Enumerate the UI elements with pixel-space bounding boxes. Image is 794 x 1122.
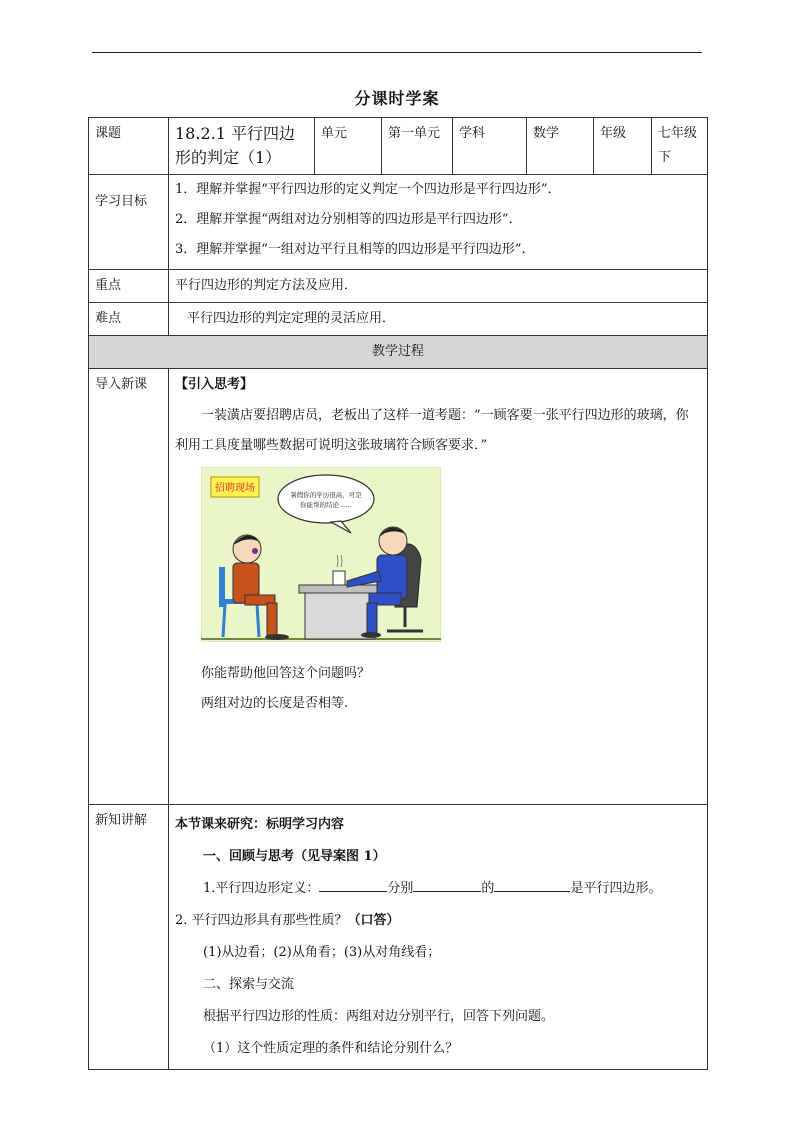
section-explore-title: 二、探索与交流 <box>203 977 295 992</box>
key-point-label: 重点 <box>89 270 169 303</box>
new-knowledge-row <box>89 805 708 1070</box>
key-point-row <box>89 270 708 303</box>
goals-content <box>169 175 708 270</box>
new-knowledge-label: 新知讲解 <box>89 805 169 1070</box>
goal-item: 1．理解并掌握“平行四边形的定义判定一个四边形是平行四边形”． <box>175 182 561 197</box>
answer-blank[interactable] <box>413 877 481 892</box>
intro-heading: 【引入思考】 <box>175 377 254 392</box>
grade-value: 七年级下 <box>652 118 708 175</box>
new-heading: 本节课来研究：标明学习内容 <box>175 817 345 832</box>
interview-illustration <box>201 467 441 642</box>
process-header-row <box>89 336 708 369</box>
intro-label: 导入新课 <box>89 369 169 805</box>
unit-label: 单元 <box>315 118 382 175</box>
subject-value: 数学 <box>527 118 594 175</box>
explore-text: 根据平行四边形的性质：两组对边分别平行，回答下列问题。 <box>203 1009 555 1024</box>
desk <box>299 585 381 593</box>
topic-label: 课题 <box>89 118 169 175</box>
topic-value: 18.2.1 平行四边形的判定（1） <box>169 118 315 175</box>
difficulty-text: 平行四边形的判定定理的灵活应用． <box>169 303 708 336</box>
header-row <box>89 118 708 175</box>
definition-question: 1.平行四边形定义： 分别 的 是平行四边形。 <box>175 873 701 905</box>
lesson-plan-table <box>88 117 708 1070</box>
document-title: 分课时学案 <box>354 89 440 108</box>
process-title: 教学过程 <box>89 336 708 369</box>
new-knowledge-content <box>169 805 708 1070</box>
sign-text: 招聘现场 <box>215 483 255 494</box>
difficulty-row <box>89 303 708 336</box>
goal-item: 2．理解并掌握“两组对边分别相等的四边形是平行四边形”． <box>175 212 522 227</box>
intro-story: 一装潢店要招聘店员，老板出了这样一道考题：“一顾客要一张平行四边形的玻璃，你利用工具度量哪些数据可说明这张玻璃符合顾客要求．” <box>175 408 689 453</box>
explore-question-1: （1）这个性质定理的条件和结论分别什么？ <box>203 1041 459 1056</box>
intro-question: 你能帮助他回答这个问题吗？ <box>201 666 371 681</box>
subject-label: 学科 <box>453 118 527 175</box>
goals-row <box>89 175 708 270</box>
difficulty-label: 难点 <box>89 303 169 336</box>
answer-blank[interactable] <box>319 877 387 892</box>
answer-blank[interactable] <box>494 877 570 892</box>
properties-question: 2. 平行四边形具有那些性质？（口答） <box>175 913 400 928</box>
header-rule <box>92 52 702 53</box>
goal-item: 3．理解并掌握“一组对边平行且相等的四边形是平行四边形”． <box>175 242 535 257</box>
bubble-text-line1: 暑假你的学历很高，可是 <box>290 491 362 499</box>
speech-bubble <box>278 475 374 523</box>
intro-answer: 两组对边的长度是否相等. <box>201 696 349 711</box>
key-point-text: 平行四边形的判定方法及应用． <box>169 270 708 303</box>
intro-content <box>169 369 708 805</box>
bubble-text-line2: 你能帮的结论…… <box>300 501 352 509</box>
section-review-title: 一、回顾与思考（见导案图 1） <box>203 849 386 864</box>
goals-label: 学习目标 <box>89 175 169 270</box>
properties-options: (1)从边看；(2)从角看；(3)从对角线看； <box>203 945 441 960</box>
unit-value: 第一单元 <box>382 118 453 175</box>
grade-label: 年级 <box>594 118 652 175</box>
intro-row <box>89 369 708 805</box>
